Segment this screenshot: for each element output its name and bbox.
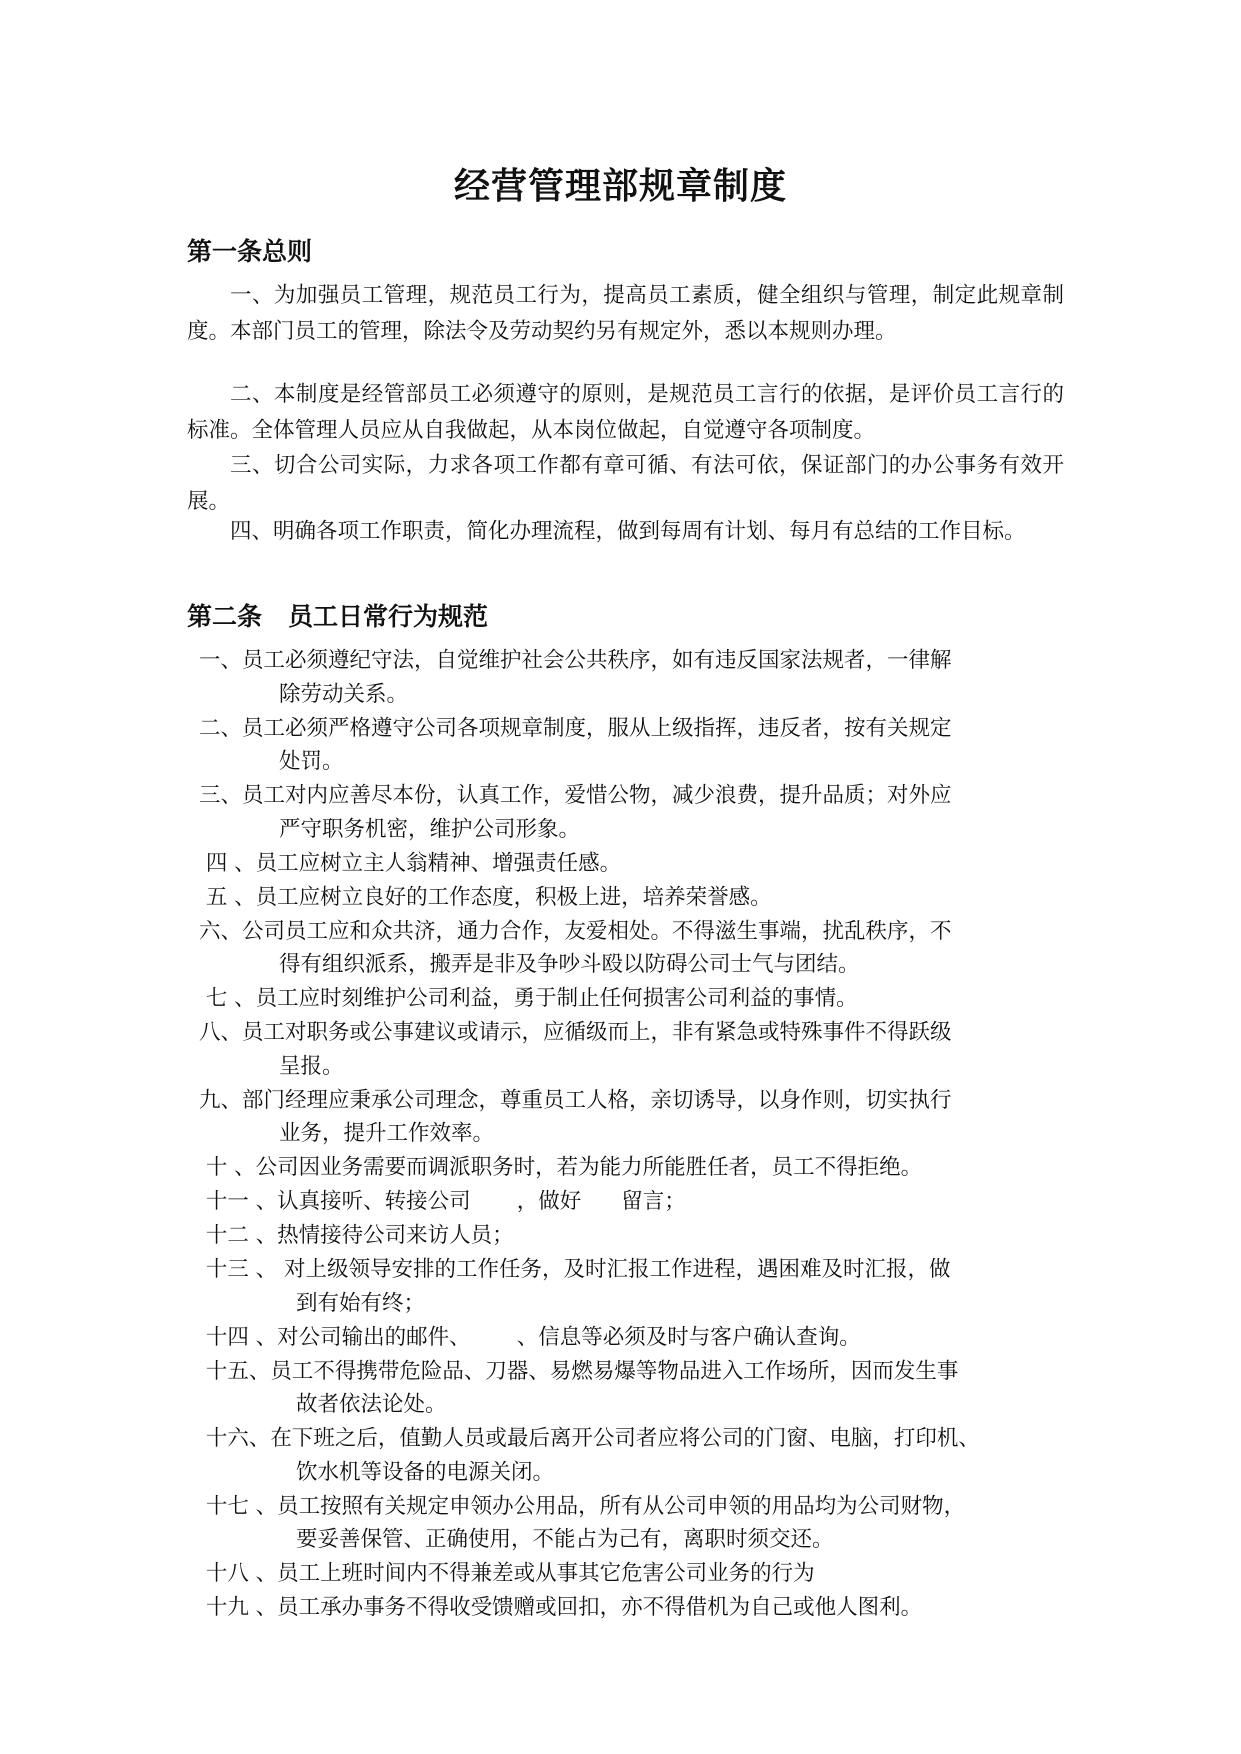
list-item: [199, 1151, 1079, 1185]
list-item: [199, 712, 1079, 779]
list-item-line: [199, 881, 1079, 915]
list-item-line: [199, 1016, 1079, 1050]
list-item-text: 员工上班时间内不得兼差或从事其它危害公司业务的行为: [277, 1561, 815, 1586]
section-heading-general: 第一条总则: [187, 237, 313, 266]
list-item-number: 十 、: [199, 1155, 256, 1180]
paragraph-1: 一、为加强员工管理，规范员工行为，提高员工素质，健全组织与管理，制定此规章制度。本部门员工的管理，除法令及劳动契约另有规定外，悉以本规则办理。: [187, 283, 1064, 344]
list-item-text: 对公司输出的邮件、: [277, 1324, 471, 1350]
list-item-line: [199, 1185, 1079, 1219]
list-item: [199, 1355, 1079, 1422]
list-item-text: 员工对内应善尽本份，认真工作，爱惜公物，减少浪费，提升品质；对外应: [242, 783, 952, 808]
list-item: [199, 1016, 1079, 1083]
list-item-line: [199, 779, 1079, 813]
list-item: [199, 1253, 1079, 1320]
list-item-line: [199, 1355, 1079, 1389]
list-item-text: 员工不得携带危险品、刀器、易燃易爆等物品进入工作场所，因而发生事: [270, 1358, 959, 1384]
list-item: [199, 1084, 1079, 1151]
list-item-continuation: 要妥善保管、正确使用，不能占为己有，离职时须交还。: [296, 1527, 834, 1552]
list-item-text: 对上级领导安排的工作任务，及时汇报工作进程，遇困难及时汇报，做: [277, 1257, 951, 1282]
list-item-number: 六、: [199, 918, 243, 944]
section-heading-conduct: [187, 597, 488, 633]
list-item-line: [199, 1253, 1079, 1287]
list-item-text: 留言；: [621, 1189, 686, 1214]
list-item-text: 在下班之后，值勤人员或最后离开公司者应将公司的门窗、电脑，打印机、: [270, 1426, 980, 1451]
list-item-continuation: 到有始有终；: [296, 1290, 426, 1316]
list-item-line: [199, 1490, 1079, 1524]
list-item-line: [199, 1084, 1079, 1118]
list-item: [199, 1185, 1079, 1219]
list-item-continuation: 饮水机等设备的电源关闭。: [296, 1459, 555, 1485]
list-item-continuation: 业务，提升工作效率。: [279, 1121, 495, 1146]
list-item-number: 十八 、: [199, 1561, 278, 1586]
list-item-continuation: 严守职务机密，维护公司形象。: [279, 816, 581, 842]
list-item-number: 十三 、: [199, 1257, 278, 1282]
list-item-continuation: 得有组织派系，搬弄是非及争吵斗殴以防碍公司士气与团结。: [279, 952, 860, 977]
list-item-number: 十四 、: [199, 1324, 278, 1350]
list-item: [199, 847, 1079, 881]
list-item-number: 八、: [199, 1020, 243, 1045]
list-item: [199, 779, 1079, 846]
list-item-text: 员工应时刻维护公司利益，勇于制止任何损害公司利益的事情。: [255, 986, 858, 1011]
list-item-text: 员工按照有关规定申领办公用品，所有从公司申领的用品均为公司财物，: [277, 1493, 966, 1519]
list-item-text: 员工应树立主人翁精神、增强责任感。: [255, 850, 622, 876]
list-item-continuation: 处罚。: [279, 749, 344, 774]
list-item-text: 员工必须遵纪守法，自觉维护社会公共秩序，如有违反国家法规者，一律解: [242, 648, 952, 673]
paragraph-3: 三、切合公司实际，力求各项工作都有章可循、有法可依，保证部门的办公事务有效开展。: [187, 453, 1064, 514]
list-item-line: [199, 1321, 1079, 1355]
list-item-text: 公司因业务需要而调派职务时，若为能力所能胜任者，员工不得拒绝。: [255, 1155, 923, 1180]
list-item-text: ，做好: [516, 1189, 582, 1214]
list-item-text: 员工对职务或公事建议或请示，应循级而上，非有紧急或特殊事件不得跃级: [242, 1020, 952, 1045]
list-item-text: 认真接听、转接公司: [277, 1189, 471, 1214]
list-item-line: [199, 847, 1079, 881]
list-item-text: 公司员工应和众共济，通力合作，友爱相处。不得滋生事端，扰乱秩序，不: [242, 918, 952, 944]
section-title: 员工日常行为规范: [288, 602, 489, 631]
list-item: [199, 1422, 1079, 1489]
list-item-line: [199, 1422, 1079, 1456]
list-item: [199, 881, 1079, 915]
list-item-line: [199, 1151, 1079, 1185]
list-item-line: [199, 1557, 1079, 1591]
document-title: 经营管理部规章制度: [453, 166, 787, 207]
list-item-number: 三、: [199, 783, 243, 808]
list-item-number: 十二 、: [199, 1223, 278, 1248]
list-item: [199, 1321, 1079, 1355]
list-item: [199, 982, 1079, 1016]
list-item-text: 员工必须严格遵守公司各项规章制度，服从上级指挥，违反者，按有关规定: [242, 715, 952, 741]
list-item-number: 十六、: [199, 1426, 271, 1451]
list-item: [199, 915, 1079, 982]
list-item-continuation: 呈报。: [279, 1053, 344, 1079]
list-item: [199, 644, 1079, 711]
list-item-line: [199, 644, 1079, 678]
list-item-text: 员工应树立良好的工作态度，积极上进，培养荣誉感。: [255, 884, 772, 910]
list-item-continuation: 故者依法论处。: [296, 1392, 447, 1417]
list-item-number: 七 、: [199, 986, 256, 1011]
section-number: 第二条: [187, 602, 263, 631]
list-item-text: 、信息等必须及时与客户确认查询。: [516, 1324, 861, 1350]
list-item-number: 一、: [199, 648, 243, 673]
list-item-number: 五 、: [199, 884, 256, 910]
paragraph-4: 四、明确各项工作职责，简化办理流程，做到每周有计划、每月有总结的工作目标。: [230, 519, 1026, 544]
list-item-number: 九、: [199, 1087, 243, 1113]
conduct-list: [199, 644, 1079, 1625]
list-item: [199, 1219, 1079, 1253]
list-item-line: [199, 1219, 1079, 1253]
list-item-number: 十九 、: [199, 1595, 278, 1620]
list-item-number: 十五、: [199, 1358, 271, 1384]
paragraph-2: 二、本制度是经管部员工必须遵守的原则，是规范员工言行的依据，是评价员工言行的标准。全体管理人员应从自我做起，从本岗位做起，自觉遵守各项制度。: [187, 382, 1064, 443]
list-item-number: 十七 、: [199, 1493, 278, 1519]
list-item-continuation: 除劳动关系。: [279, 681, 409, 707]
list-item: [199, 1490, 1079, 1557]
list-item: [199, 1591, 1079, 1625]
list-item-number: 四 、: [199, 850, 256, 876]
list-item-line: [199, 1591, 1079, 1625]
list-item-text: 部门经理应秉承公司理念，尊重员工人格，亲切诱导，以身作则，切实执行: [242, 1087, 952, 1113]
list-item-line: [199, 712, 1079, 746]
list-item-number: 二、: [199, 715, 243, 741]
list-item-line: [199, 915, 1079, 949]
list-item-line: [199, 982, 1079, 1016]
list-item-number: 十一 、: [199, 1189, 278, 1214]
list-item: [199, 1557, 1079, 1591]
list-item-text: 员工承办事务不得收受馈赠或回扣，亦不得借机为自己或他人图利。: [277, 1595, 923, 1620]
list-item-text: 热情接待公司来访人员；: [277, 1223, 514, 1248]
